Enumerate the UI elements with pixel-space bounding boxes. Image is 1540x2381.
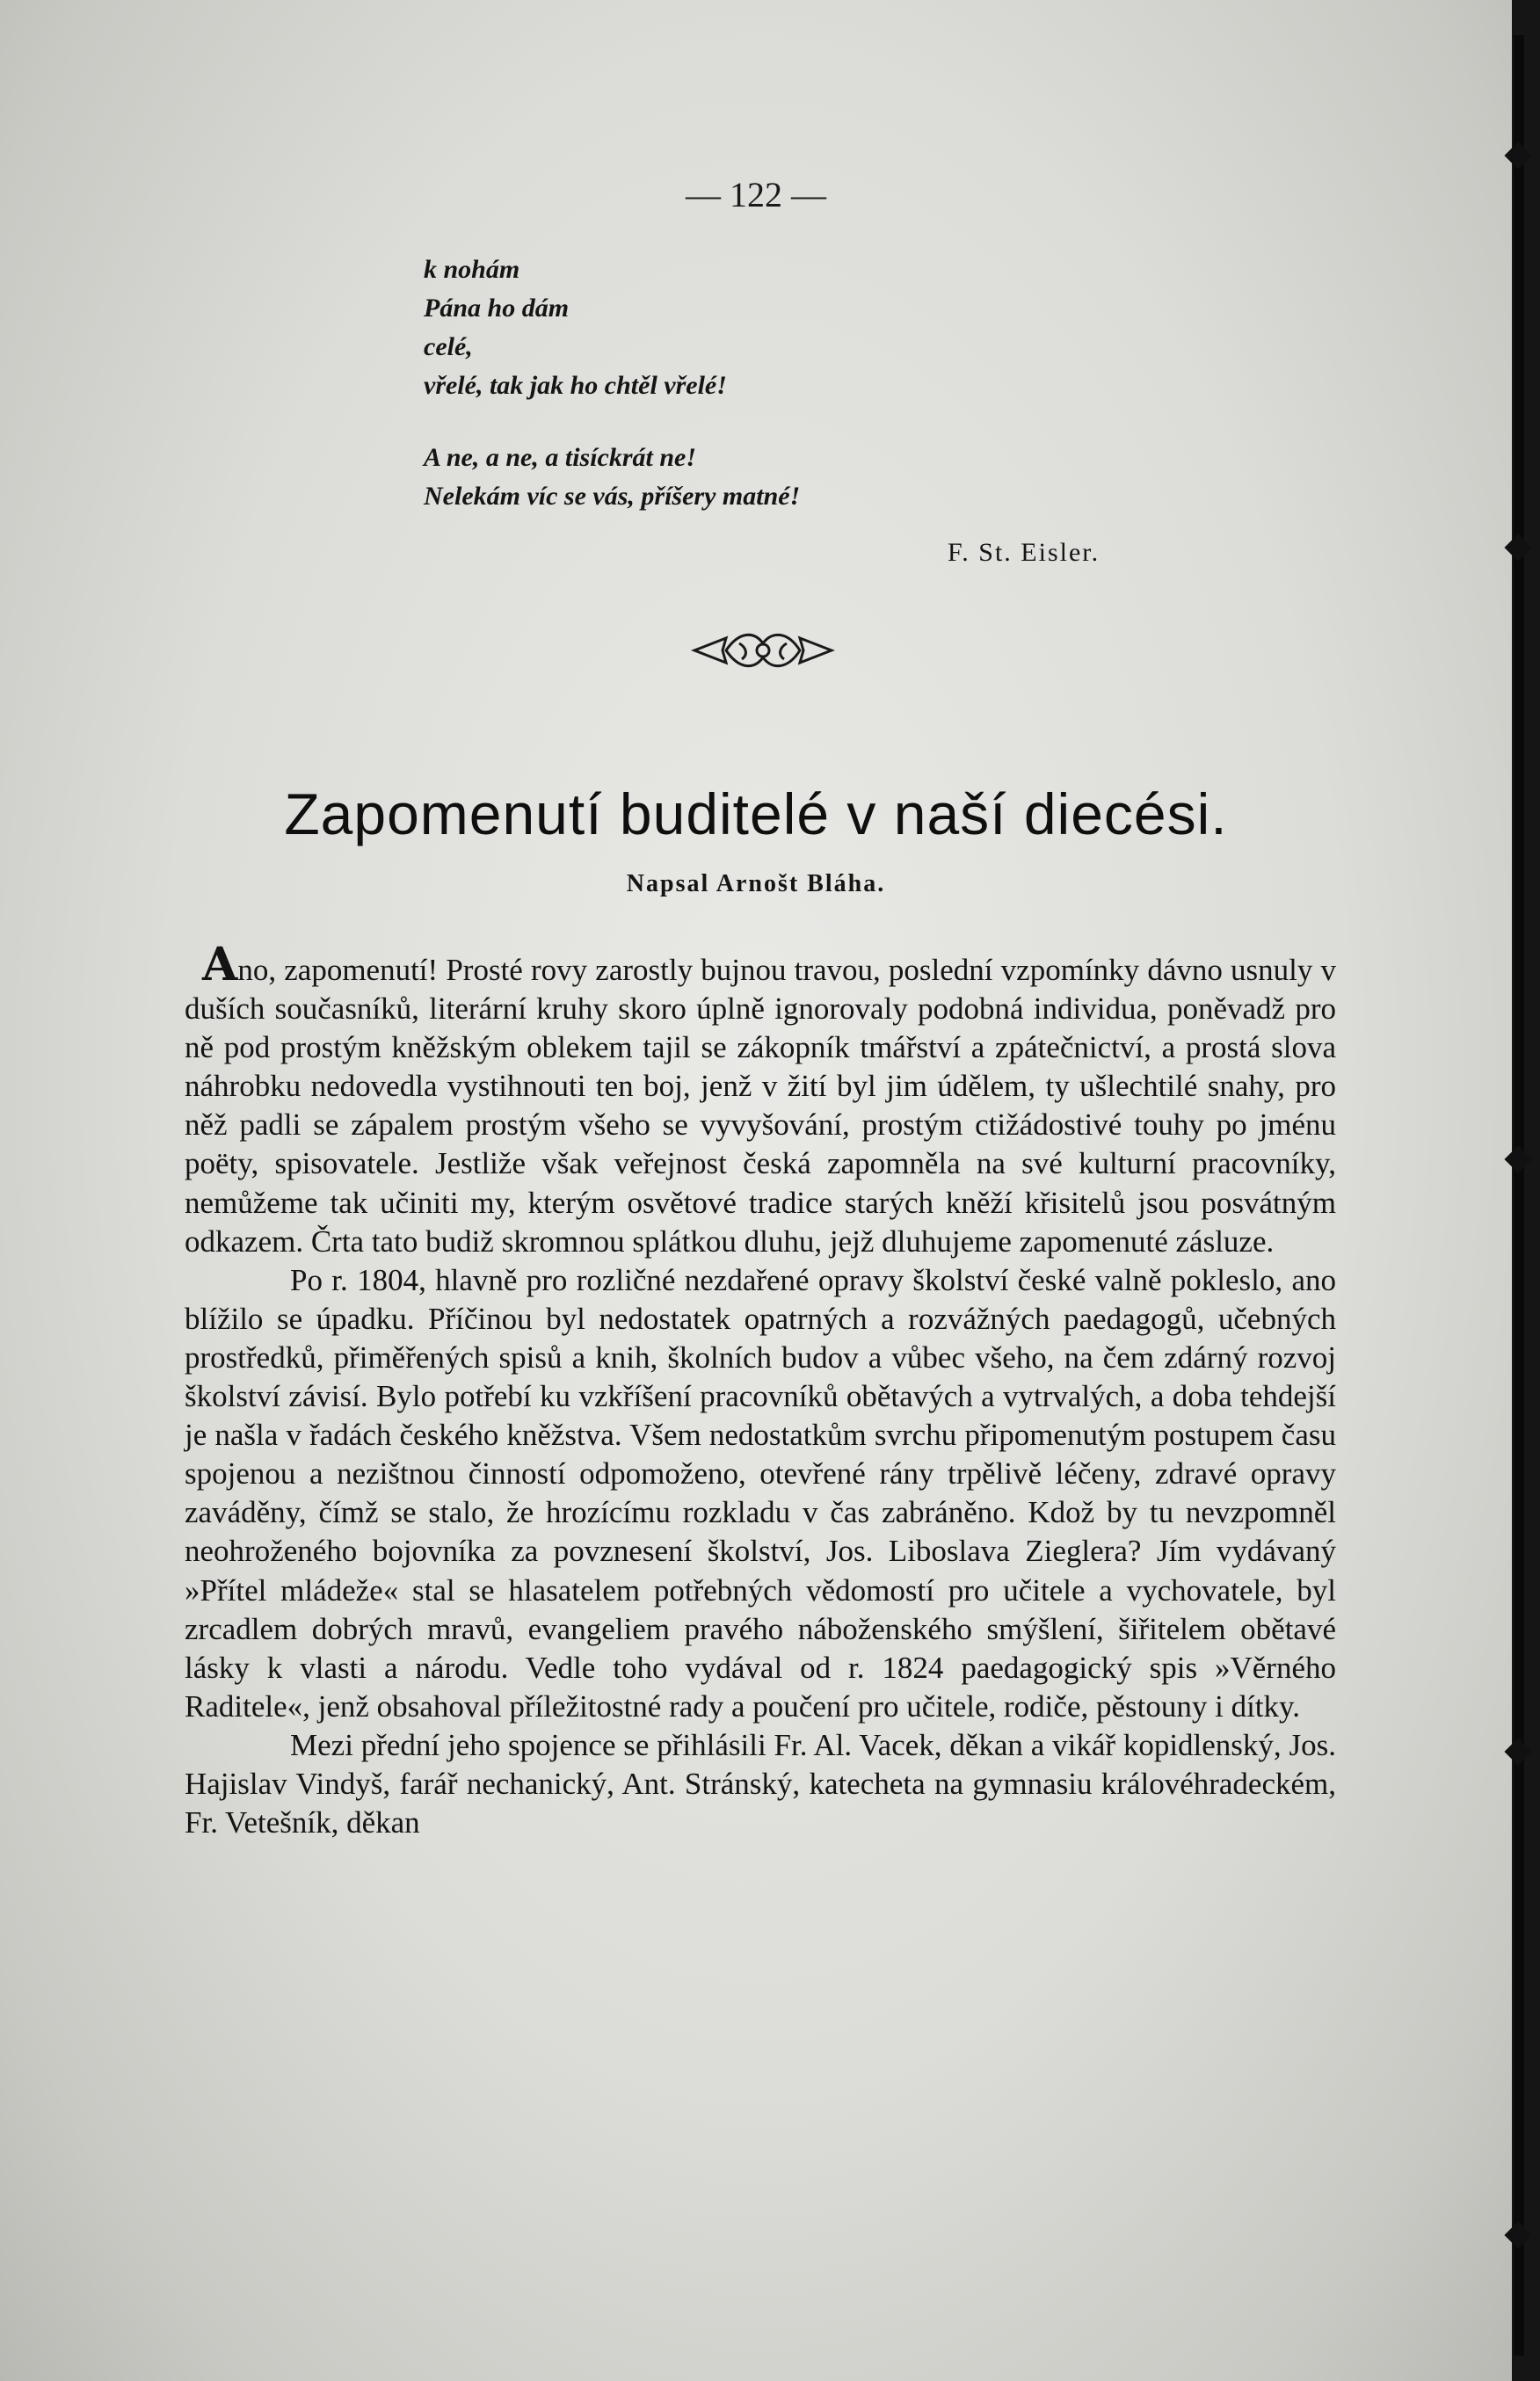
poem-line: k nohám	[424, 255, 520, 284]
poem-line: A ne, a ne, a tisíckrát ne!	[424, 443, 697, 472]
drop-cap: A	[202, 938, 238, 991]
stanza-gap	[424, 405, 800, 439]
poem-line: Nelekám víc se vás, příšery matné!	[424, 482, 801, 511]
poem-line: celé,	[424, 332, 473, 361]
article-title: Zapomenutí buditelé v naší diecési.	[284, 781, 1228, 846]
poem-stanza	[424, 250, 800, 516]
page-number: — 122 —	[686, 175, 826, 214]
paragraph-text: no, zapomenutí! Prosté rovy zarostly bujnou travou, poslední vzpomínky dávno usnuly v duších současníků, literární kruhy skoro úplně ignorovaly podobná individua, poněvadž pro ně pod prostým kněžským oblekem tajil se zákopník tmářství a zpátečnictví, a prostá slova náhrobku nedovedla vystihnouti ten boj, jenž v žití byl jim údělem, ty ušlechtilé snahy, pro něž padli se zápalem prostým všeho se vyvyšování, prostým ctižádostivé touhy po jménu poëty, spisovatele. Jestliže však veřejnost česká zapomněla na své kulturní pracovníky, nemůžeme tak učiniti my, kterým osvětové tradice starých kněží křisitelů jsou posvátným odkazem. Črta tato budiž skromnou splátkou dluhu, jejž dluhujeme zapomenuté zásluze.	[185, 953, 1336, 1259]
poem-line: vřelé, tak jak ho chtěl vřelé!	[424, 371, 727, 400]
article-body	[185, 938, 1336, 1842]
poem-line: Pána ho dám	[424, 294, 570, 323]
paragraph-3: Mezi přední jeho spojence se přihlásili Fr. Al. Vacek, děkan a vikář kopidlenský, Jos. Hajislav Vindyš, farář nechanický, Ant. Stránský, katecheta na gymnasiu královéhradeckém, Fr. Vetešník, děkan	[185, 1727, 1336, 1840]
paragraph-1	[185, 938, 1336, 1261]
scan-edge	[1514, 35, 1524, 2356]
paragraph-2: Po r. 1804, hlavně pro rozličné nezdařené opravy školství české valně pokleslo, ano blížilo se úpadku. Příčinou byl nedostatek opatrných a rozvážných paedagogů, učebných prostředků, přiměřených spisů a knih, školních budov a vůbec všeho, na čem zdárný rozvoj školství závisí. Bylo potřebí ku vzkříšení pracovníků obětavých a vytrvalých, a doba tehdejší je našla v řadách českého kněžstva. Všem nedostatkům svrchu připomenutým postupem času spojenou a nezištnou činností odpomoženo, otevřené rány trpělivě léčeny, zdravé opravy zaváděny, čímž se stalo, že hrozícímu rozkladu v čas zabráněno. Kdož by tu nevzpomněl neohroženého bojovníka za povznesení školství, Jos. Liboslava Zieglera? Jím vydávaný »Přítel mládeže« stal se hlasatelem potřebných vědomostí pro učitele a vychovatele, byl zrcadlem dobrých mravů, evangeliem pravého náboženského smýšlení, šiřitelem obětavé lásky k vlasti a národu. Vedle toho vydával od r. 1824 paedagogický spis »Věrného Raditele«, jenž obsahoval příležitostné rady a poučení pro učitele, rodiče, pěstouny i dítky.	[185, 1262, 1336, 1724]
ornament-divider-icon	[691, 624, 835, 677]
article-byline: Napsal Arnošt Bláha.	[626, 870, 886, 897]
poem-author: F. St. Eisler.	[948, 538, 1101, 567]
